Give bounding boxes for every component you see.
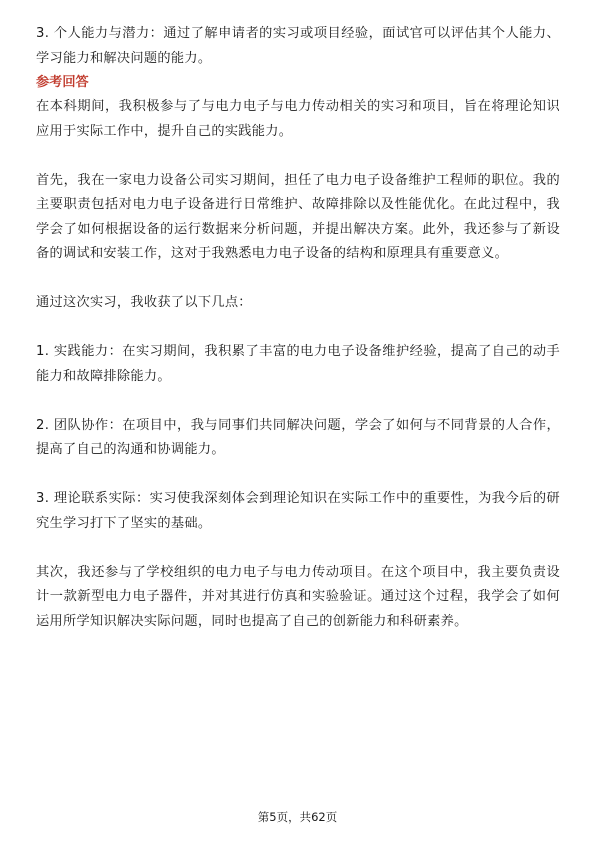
answer-heading: 参考回答 <box>36 75 89 90</box>
paragraph-gap <box>36 536 560 561</box>
list-item-teamwork: 2. 团队协作：在项目中，我与同事们共同解决问题，学会了如何与不同背景的人合作，提高了自己的沟通和协调能力。 <box>36 417 560 457</box>
paragraph-intro: 在本科期间，我积极参与了与电力电子与电力传动相关的实习和项目，旨在将理论知识应用于实际工作中，提升自己的实践能力。 <box>36 99 560 139</box>
paragraph-gap <box>36 144 560 169</box>
list-item-theory: 3. 理论联系实际：实习使我深刻体会到理论知识在实际工作中的重要性，为我今后的研究生学习打下了坚实的基础。 <box>36 491 560 531</box>
document-body <box>36 22 560 634</box>
paragraph-gap <box>36 389 560 414</box>
paragraph-gap <box>36 316 560 341</box>
paragraph-gap <box>36 463 560 488</box>
paragraph-project: 其次，我还参与了学校组织的电力电子与电力传动项目。在这个项目中，我主要负责设计一款新型电力电子器件，并对其进行仿真和实验验证。通过这个过程，我学会了如何运用所学知识解决实际问题，同时也提高了自己的创新能力和科研素养。 <box>36 564 560 629</box>
page-number: 第5页，共62页 <box>257 810 338 824</box>
paragraph-internship: 首先，我在一家电力设备公司实习期间，担任了电力电子设备维护工程师的职位。我的主要职责包括对电力电子设备进行日常维护、故障排除以及性能优化。在此过程中，我学会了如何根据设备的运行数据来分析问题，并提出解决方案。此外，我还参与了新设备的调试和安装工作，这对于我熟悉电力电子设备的结构和原理具有重要意义。 <box>36 172 560 261</box>
paragraph-gap <box>36 267 560 292</box>
intro-point: 3. 个人能力与潜力：通过了解申请者的实习或项目经验，面试官可以评估其个人能力、学习能力和解决问题的能力。 <box>36 26 560 66</box>
paragraph-gains-lead: 通过这次实习，我收获了以下几点： <box>36 295 252 310</box>
list-item-practice: 1. 实践能力：在实习期间，我积累了丰富的电力电子设备维护经验，提高了自己的动手能力和故障排除能力。 <box>36 344 560 384</box>
